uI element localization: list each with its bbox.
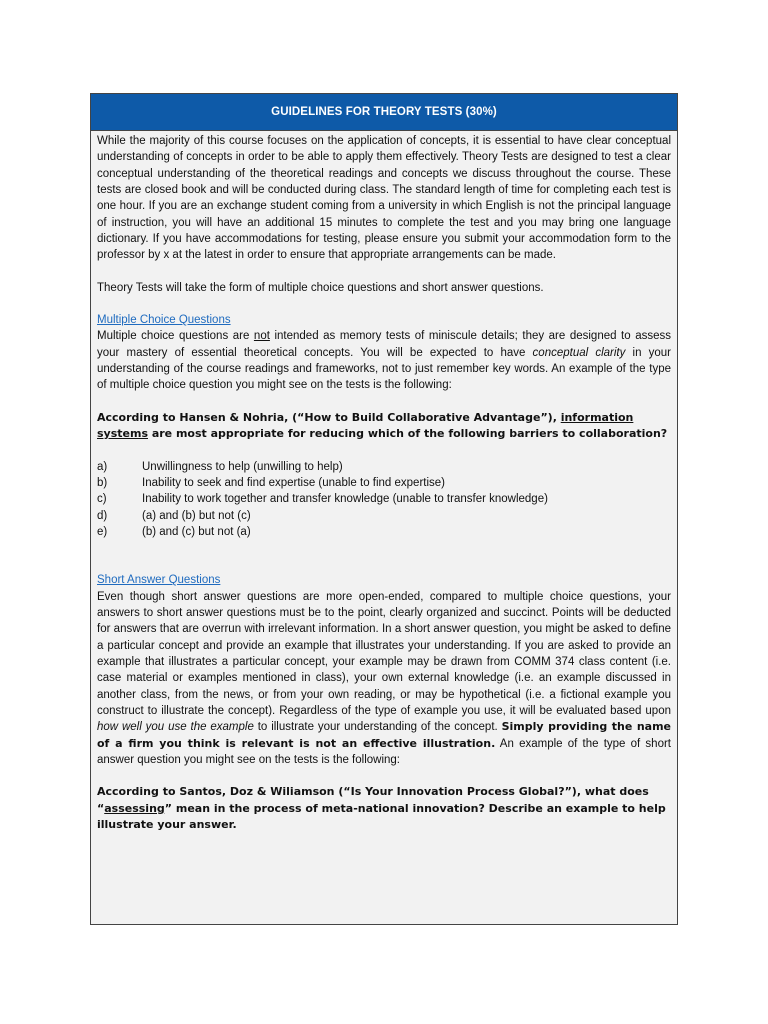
sa-sample-question xyxy=(97,784,671,833)
mc-heading[interactable]: Multiple Choice Questions xyxy=(97,314,231,327)
option-text: Unwillingness to help (unwilling to help) xyxy=(142,460,343,473)
option-text: Inability to seek and find expertise (unable to find expertise) xyxy=(142,476,446,489)
sa-heading[interactable]: Short Answer Questions xyxy=(97,574,221,587)
mc-question-1: According to Hansen & Nohria, (“How to Build Collaborative Advantage”), xyxy=(97,410,561,424)
sa-paragraph xyxy=(97,589,671,769)
option-text: Inability to work together and transfer knowledge (unable to transfer knowledge) xyxy=(142,493,548,506)
mc-options xyxy=(97,459,671,541)
mc-text-3: in your understanding of the course readings and frameworks, not to just remember key words. An example of the type of multiple choice question you might see on the tests is the following: xyxy=(97,346,671,392)
intro-paragraph: While the majority of this course focuses on the application of concepts, it is essential to have clear conceptual understanding of concepts in order to be able to apply them effectively. Theory Tests are designed to test a clear conceptual understanding of the theoretical readings and concepts we discuss throughout the course. These tests are closed book and will be conducted during class. The standard length of time for completing each test is one hour. If you are an exchange student coming from a university in which English is not the principal language of instruction, you will have an additional 15 minutes to complete the test and you may bring one language dictionary. If you have accommodations for testing, please ensure you submit your accommodation form to the professor by x at the latest in order to ensure that appropriate arrangements can be made. xyxy=(97,135,671,262)
option-letter: e) xyxy=(97,525,108,538)
option-item xyxy=(97,475,671,491)
mc-paragraph xyxy=(97,328,671,393)
guidelines-box xyxy=(90,93,678,925)
sa-bold: Simply providing the name of a firm you think is relevant is not an effective illustration. xyxy=(97,720,671,750)
format-line: Theory Tests will take the form of multiple choice questions and short answer questions. xyxy=(97,281,544,294)
mc-italic: conceptual clarity xyxy=(532,346,626,359)
document-body xyxy=(91,131,677,833)
option-item xyxy=(97,508,671,524)
sa-question-1: According to Santos, Doz & Wiliamson (“Is Your Innovation Process Global?”), what does “ xyxy=(97,785,649,815)
sa-italic: how well you use the example xyxy=(97,721,254,734)
mc-sample-question xyxy=(97,410,671,443)
sa-question-2: ” mean in the process of meta-national innovation? Describe an example to help illustrate your answer. xyxy=(97,801,666,832)
option-letter: b) xyxy=(97,476,108,489)
option-item xyxy=(97,491,671,507)
mc-text-1: Multiple choice questions are xyxy=(97,330,254,343)
header-title: GUIDELINES FOR THEORY TESTS (30%) xyxy=(271,106,497,118)
mc-text-2: intended as memory tests of miniscule details; they are designed to assess your mastery of essential theoretical concepts. You will be expected to have xyxy=(97,330,671,359)
sa-text-2: to illustrate your understanding of the concept. xyxy=(253,721,502,734)
mc-question-underline: information systems xyxy=(97,410,634,441)
option-item xyxy=(97,459,671,475)
sa-text-1: Even though short answer questions are more open-ended, compared to multiple choice questions, your answers to short answer questions must be to the point, clearly organized and succinct. Points will be deducted for answers that are overrun with irrelevant information. In a short answer question, you might be asked to define a particular concept and provide an example that illustrates your understanding. If you are asked to provide an example that illustrates a particular concept, your example may be drawn from COMM 374 class content (i.e. case material or examples mentioned in class), your own external knowledge (i.e. an example discussed in another class, from the news, or from your own reading, or may be hypothetical (i.e. a fictional example you construct to illustrate the concept). Regardless of the type of example you use, it will be evaluated based upon xyxy=(97,590,671,717)
sa-text-3: An example of the type of short answer question you might see on the tests is the following: xyxy=(97,737,671,766)
mc-question-2: are most appropriate for reducing which of the following barriers to collaboration? xyxy=(148,427,668,441)
option-text: (b) and (c) but not (a) xyxy=(142,525,251,538)
option-text: (a) and (b) but not (c) xyxy=(142,509,251,522)
option-item xyxy=(97,524,671,540)
mc-not-emphasis: not xyxy=(253,330,270,343)
option-letter: d) xyxy=(97,509,108,522)
option-letter: c) xyxy=(97,493,107,506)
option-letter: a) xyxy=(97,460,108,473)
sa-question-underline: assessing xyxy=(104,801,165,815)
header-bar xyxy=(91,94,677,131)
